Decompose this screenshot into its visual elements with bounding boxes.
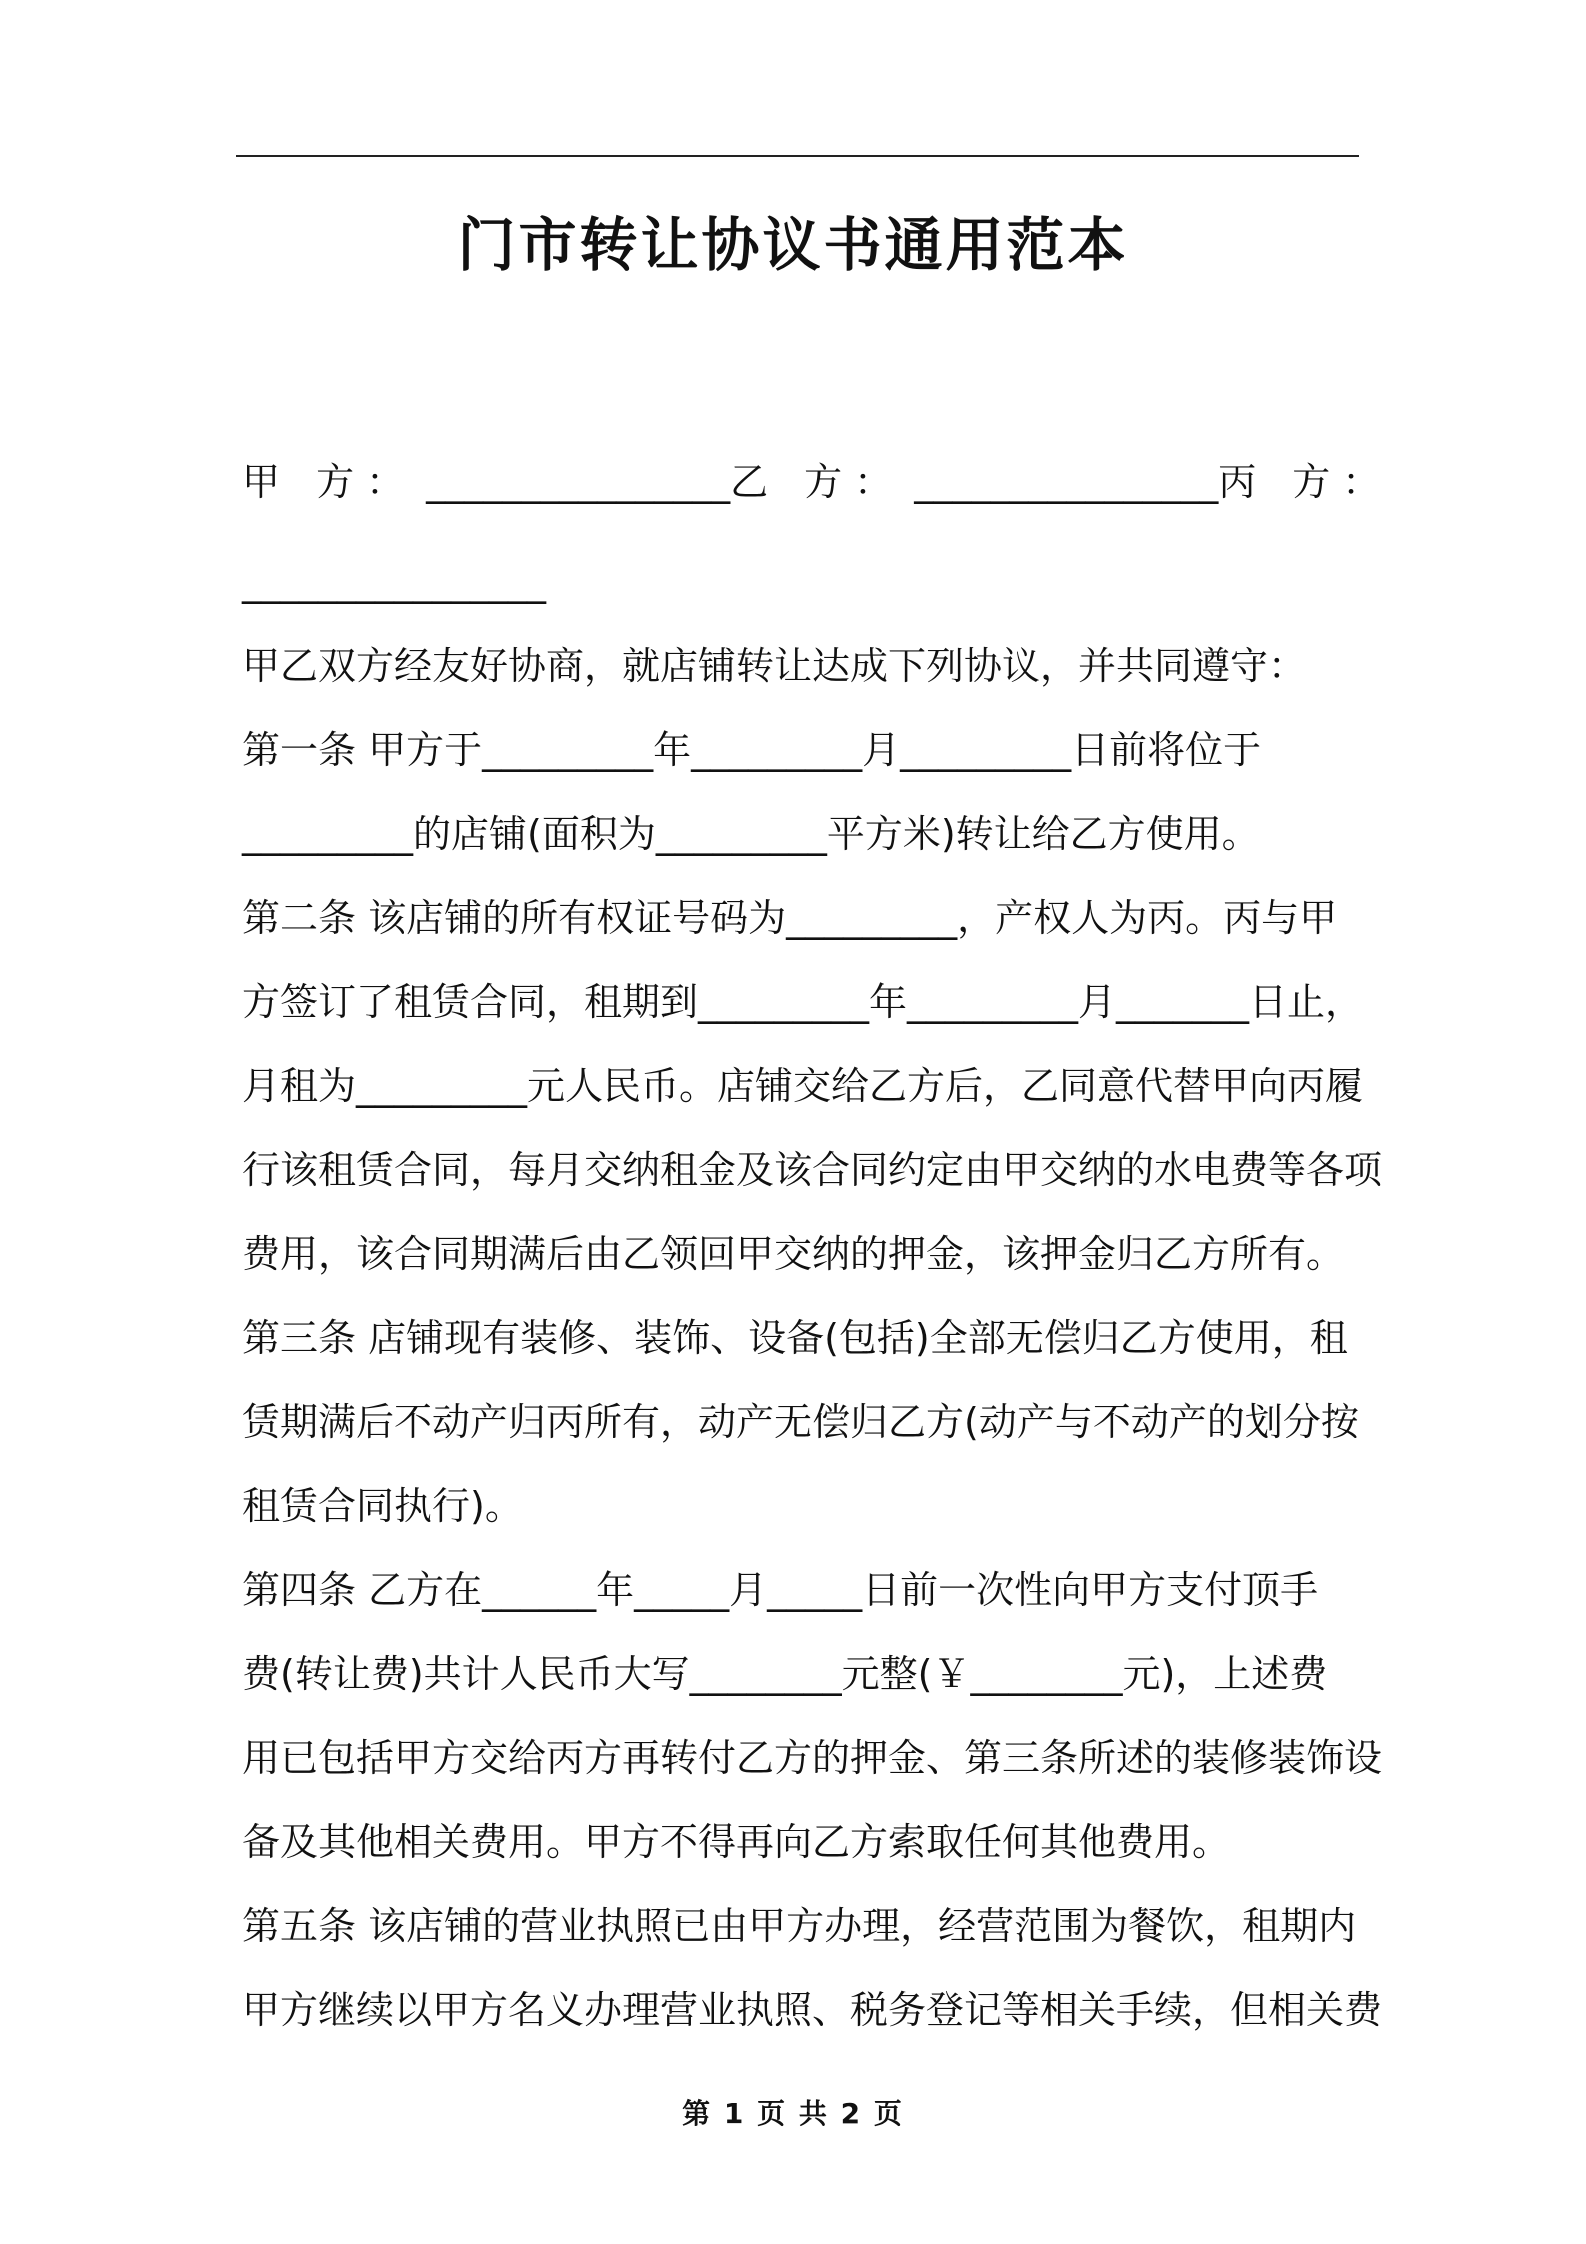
parties-line (242, 440, 1393, 524)
article-2-line-3: 月租为_________元人民币。店铺交给乙方后，乙同意代替甲向丙履 (242, 1064, 1364, 1108)
article-4-line-2: 费(转让费)共计人民币大写________元整(￥________元)，上述费 (242, 1652, 1328, 1696)
party-b-blank: ________________ (914, 460, 1219, 504)
article-2-line-4: 行该租赁合同，每月交纳租金及该合同约定由甲交纳的水电费等各项 (242, 1148, 1383, 1192)
article-4-line-3: 用已包括甲方交给丙方再转付乙方的押金、第三条所述的装修装饰设 (242, 1736, 1383, 1780)
article-4-line-1: 第四条 乙方在______年_____月_____日前一次性向甲方支付顶手 (242, 1568, 1319, 1612)
party-a-blank: ________________ (426, 460, 731, 504)
article-2-line-5: 费用，该合同期满后由乙领回甲交纳的押金，该押金归乙方所有。 (242, 1232, 1345, 1276)
article-3-line-2: 赁期满后不动产归丙所有，动产无偿归乙方(动产与不动产的划分按 (242, 1400, 1359, 1444)
article-3-line-1: 第三条 店铺现有装修、装饰、设备(包括)全部无偿归乙方使用，租 (242, 1316, 1348, 1360)
article-4-line-4: 备及其他相关费用。甲方不得再向乙方索取任何其他费用。 (242, 1820, 1231, 1864)
article-1-line-2: _________的店铺(面积为_________平方米)转让给乙方使用。 (242, 812, 1260, 856)
article-2-line-2: 方签订了租赁合同，租期到_________年_________月_______日止， (242, 980, 1364, 1024)
intro-line: 甲乙双方经友好协商，就店铺转让达成下列协议，并共同遵守： (242, 644, 1307, 688)
party-c-blank: ________________ (242, 560, 546, 604)
party-b-label: 乙 方： (730, 460, 905, 504)
header-rule (236, 155, 1359, 157)
document-title: 门市转让协议书通用范本 (457, 211, 1129, 279)
article-3-line-3: 租赁合同执行)。 (242, 1484, 523, 1528)
party-a-label: 甲 方： (242, 460, 417, 504)
article-1-line-1: 第一条 甲方于_________年_________月_________日前将位于 (242, 728, 1262, 772)
article-5-line-1: 第五条 该店铺的营业执照已由甲方办理，经营范围为餐饮，租期内 (242, 1904, 1357, 1948)
article-2-line-1: 第二条 该店铺的所有权证号码为_________，产权人为丙。丙与甲 (242, 896, 1338, 940)
page-number-footer: 第 1 页 共 2 页 (682, 2097, 904, 2130)
article-5-line-2: 甲方继续以甲方名义办理营业执照、税务登记等相关手续，但相关费 (242, 1988, 1383, 2032)
party-c-label: 丙 方： (1218, 460, 1393, 504)
